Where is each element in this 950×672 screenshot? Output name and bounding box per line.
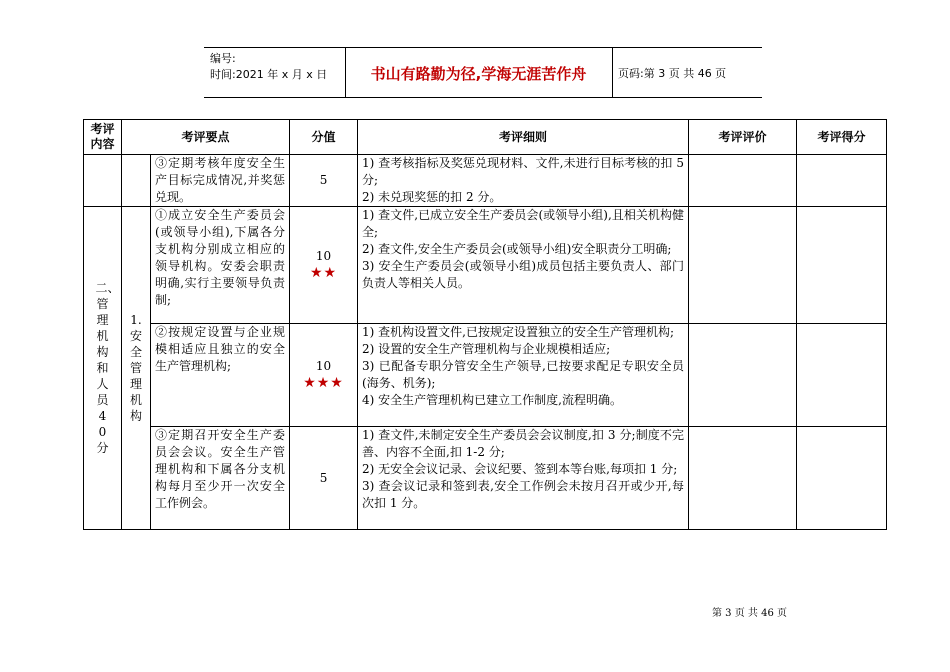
star-rating: ★★ [309, 265, 338, 281]
score-cell [290, 155, 358, 207]
time-label: 时间:2021 年 x 月 x 日 [210, 68, 328, 81]
score-cell [290, 427, 358, 530]
evaluation-cell [689, 207, 797, 324]
table-row [84, 324, 887, 427]
rules-cell [358, 427, 689, 530]
score-value: 5 [319, 470, 328, 485]
table-row [84, 207, 887, 324]
star-rating: ★★★ [303, 375, 344, 391]
evaluation-point: ③定期召开安全生产委员会会议。安全生产管理机构和下属各分支机构每月至少开一次安全工作例会。 [151, 427, 290, 530]
header-motto: 书山有路勤为径,学海无涯苦作舟 [370, 65, 587, 83]
table-row [84, 155, 887, 207]
col-header-evaluation: 考评评价 [689, 120, 797, 155]
result-cell [797, 324, 887, 427]
result-cell [797, 207, 887, 324]
score-value: 10 [315, 249, 332, 263]
category-label: 二、管理机构和人员40分 [95, 281, 120, 455]
code-label: 编号: [210, 52, 236, 65]
page-header [204, 47, 762, 98]
rule-item: 3) 已配备专职分管安全生产领导,已按要求配足专职安全员(海务、机务); [362, 359, 685, 390]
rule-item: 1) 查考核指标及奖惩兑现材料、文件,未进行目标考核的扣 5 分; [362, 156, 685, 187]
rules-cell [358, 155, 689, 207]
rules-cell [358, 207, 689, 324]
rule-item: 3) 安全生产委员会(或领导小组)成员包括主要负责人、部门负责人等相关人员。 [362, 259, 685, 290]
evaluation-point: ③定期考核年度安全生产目标完成情况,并奖惩兑现。 [151, 155, 290, 207]
score-value: 5 [319, 173, 328, 187]
header-page-label: 页码:第 3 页 共 46 页 [618, 67, 727, 80]
subcategory-label: 1.安全管理机构 [129, 313, 142, 423]
evaluation-cell [689, 155, 797, 207]
col-header-score: 分值 [290, 120, 358, 155]
rule-item: 1) 查机构设置文件,已按规定设置独立的安全生产管理机构; [362, 325, 675, 339]
evaluation-cell [689, 324, 797, 427]
rule-item: 3) 查会议记录和签到表,安全工作例会未按月召开或少开,每次扣 1 分。 [362, 479, 685, 510]
score-cell [290, 324, 358, 427]
rule-item: 2) 未兑现奖惩的扣 2 分。 [362, 190, 502, 204]
result-cell [797, 155, 887, 207]
rule-item: 2) 无安全会议记录、会议纪要、签到本等台账,每项扣 1 分; [362, 462, 678, 476]
col-header-result: 考评得分 [797, 120, 887, 155]
header-divider [612, 48, 613, 97]
header-meta [210, 51, 327, 83]
col-header-points: 考评要点 [122, 120, 290, 155]
score-value: 10 [315, 359, 332, 373]
rules-cell [358, 324, 689, 427]
empty-cell [84, 155, 122, 207]
evaluation-point: ①成立安全生产委员会(或领导小组),下属各分支机构分别成立相应的领导机构。安委会职责明确,实行主要领导负责制; [151, 207, 290, 324]
rule-item: 1) 查文件,已成立安全生产委员会(或领导小组),且相关机构健全; [362, 208, 685, 239]
rule-item: 4) 安全生产管理机构已建立工作制度,流程明确。 [362, 393, 622, 407]
result-cell [797, 427, 887, 530]
evaluation-table [83, 119, 887, 530]
page-footer: 第 3 页 共 46 页 [712, 608, 787, 619]
table-row [84, 427, 887, 530]
subcategory-cell [122, 207, 151, 530]
score-cell [290, 207, 358, 324]
rule-item: 1) 查文件,未制定安全生产委员会会议制度,扣 3 分;制度不完善、内容不全面,扣 1-2 分; [362, 428, 685, 459]
evaluation-point: ②按规定设置与企业规模相适应且独立的安全生产管理机构; [151, 324, 290, 427]
empty-cell [122, 155, 151, 207]
evaluation-cell [689, 427, 797, 530]
col-header-content: 考评内容 [84, 120, 122, 155]
rule-item: 2) 查文件,安全生产委员会(或领导小组)安全职责分工明确; [362, 242, 672, 256]
rule-item: 2) 设置的安全生产管理机构与企业规模相适应; [362, 342, 611, 356]
table-header-row [84, 120, 887, 155]
category-cell [84, 207, 122, 530]
col-header-rules: 考评细则 [358, 120, 689, 155]
